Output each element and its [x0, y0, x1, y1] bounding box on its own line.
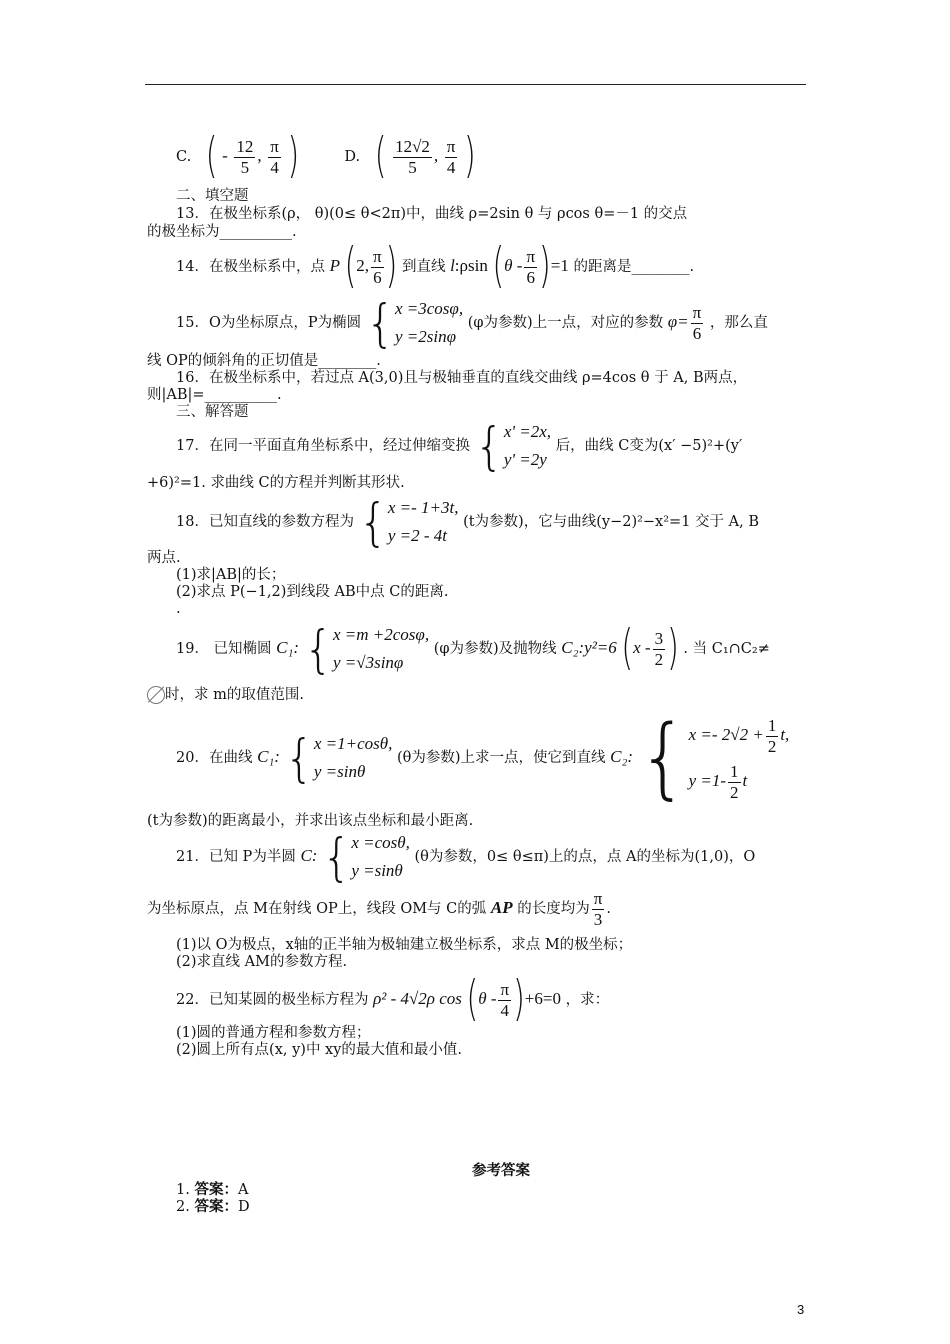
empty-set-icon	[147, 686, 165, 704]
q20-line2: (t为参数)的距离最小，并求出该点坐标和最小距离.	[147, 813, 474, 829]
option-d-label: D.	[344, 149, 361, 165]
option-c-label: C.	[176, 149, 192, 165]
q16-line2: 则|AB|=__________.	[147, 387, 282, 403]
q18-part1: (1)求|AB|的长；	[176, 567, 286, 583]
option-d-frac1: $\frac{12√2}{5}$	[395, 136, 430, 177]
option-d-frac2: $\frac{\pi}{4}$	[446, 136, 456, 177]
q13-line2: 的极坐标为__________.	[147, 224, 297, 240]
q18: 18．已知直线的参数方程为 { x =- 1+3t, y =2 - 4t (t为参数)，它与曲线(y−2)²−x²=1 交于 A, B	[176, 492, 759, 552]
q19-line2: 时，求 m的取值范围.	[147, 686, 304, 704]
q22-part1: (1)圆的普通方程和参数方程；	[176, 1025, 371, 1041]
page-number: 3	[797, 1302, 805, 1317]
q22: 22．已知某圆的极坐标方程为 ρ² - 4√2ρ cos (θ - $\frac{\pi}{4}$ )+6=0 ，求：	[176, 971, 610, 1028]
q17: 17．在同一平面直角坐标系中，经过伸缩变换 { x' =2x, y' =2y 后，曲线 C变为(x′ −5)²+(y′	[176, 416, 743, 476]
q18-line2: 两点.	[147, 550, 181, 566]
answers-title: 参考答案	[472, 1162, 530, 1179]
header-rule	[145, 84, 806, 85]
q18-dot: .	[176, 601, 181, 617]
q17-line2: +6)²=1. 求曲线 C的方程并判断其形状.	[147, 475, 405, 491]
q13-line1: 13．在极坐标系(ρ， θ)(0≤ θ<2π)中，曲线 ρ=2sin θ 与 ρcos θ=－1 的交点	[176, 206, 688, 222]
q21-line2: 为坐标原点，点 M在射线 OP上，线段 OM与 C的弧 AP 的长度均为 $\frac{\pi}{3}$ .	[147, 888, 611, 929]
section-heading-solve: 三、解答题	[176, 404, 249, 420]
answer-2: 2. 答案：D	[176, 1198, 250, 1215]
q21: 21．已知 P为半圆 C: { x =cosθ, y =sinθ (θ为参数，0≤ θ≤π)上的点，点 A的坐标为(1,0)，O	[176, 827, 756, 887]
answer-1: 1. 答案：A	[176, 1181, 249, 1198]
arc-ap: AP	[490, 898, 513, 917]
option-c-frac2: $\frac{\pi}{4}$	[270, 136, 279, 177]
q21-part2: (2)求直线 AM的参数方程.	[176, 954, 348, 970]
q15: 15．O为坐标原点，P为椭圆 { x =3cosφ, y =2sinφ (φ为参数)上一点，对应的参数 φ= $\frac{\pi}{6}$ ，那么直	[176, 293, 768, 353]
q21-part1: (1)以 O为极点，x轴的正半轴为极轴建立极坐标系，求点 M的极坐标；	[176, 937, 633, 953]
option-c-frac1: $\frac{12}{5}$	[236, 136, 254, 177]
q16-line1: 16．在极坐标系中，若过点 A(3,0)且与极轴垂直的直线交曲线 ρ=4cos θ 于 A, B两点，	[176, 370, 748, 386]
q14: 14．在极坐标系中，点 P (2, $\frac{\pi}{6}$ ) 到直线 l:ρsin (θ - $\frac{\pi}{6}$ )=1 的距离是________.	[176, 238, 695, 295]
q19: 19． 已知椭圆 C₁: { x =m +2cosφ, y =√3sinφ (φ为参数)及抛物线 C₂:y²=6 (x - $\frac{3}{2}$ ) . 当 C₁∩C₂≠	[176, 619, 770, 679]
q18-part2: (2)求点 P(−1,2)到线段 AB中点 C的距离.	[176, 584, 449, 600]
q22-part2: (2)圆上所有点(x, y)中 xy的最大值和最小值.	[176, 1042, 463, 1058]
section-heading-fill: 二、填空题	[176, 188, 249, 204]
option-row: C. ( - $\frac{12}{5}$ , $\frac{\pi}{4}$ ) D. ( $\frac{12√2}{5}$ , $\frac{\pi}{4}$ )	[176, 128, 476, 185]
q20: 20．在曲线 C₁: { x =1+cosθ, y =sinθ (θ为参数)上求一点，使它到直线 C₂: { x =- 2√2 + $\frac{1}{2}$ t, y =1- $\frac{1}{2}$ t	[176, 706, 790, 809]
q15-line2: 线 OP的倾斜角的正切值是________.	[147, 353, 381, 369]
